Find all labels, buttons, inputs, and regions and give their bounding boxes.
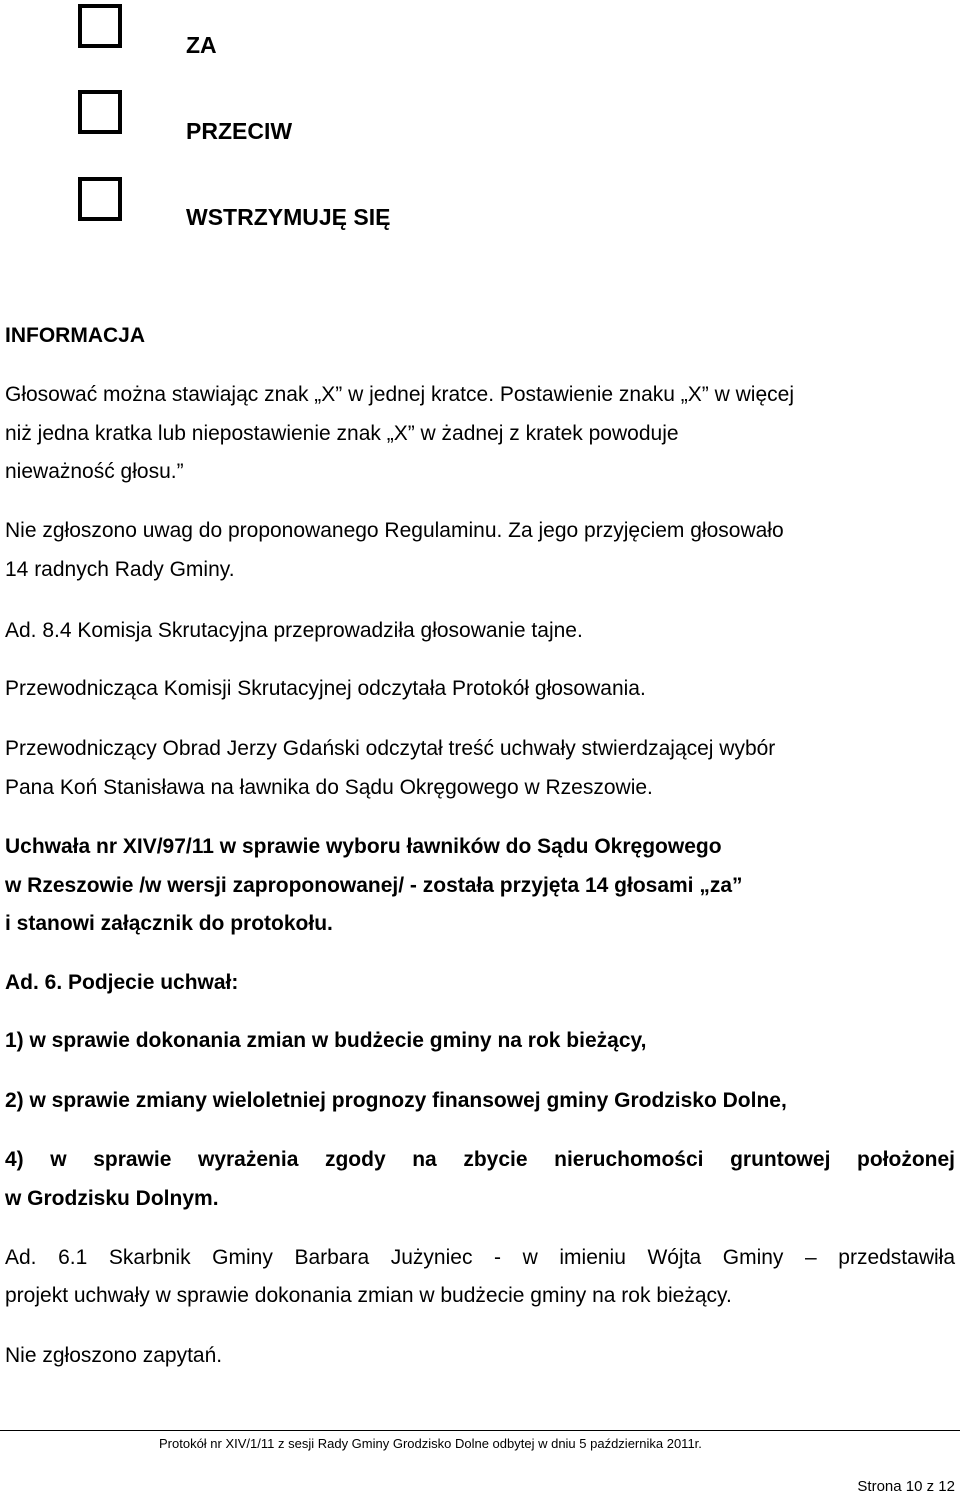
checkbox-za[interactable] [78,4,122,48]
agenda-item-4-line-1: 4) w sprawie wyrażenia zgody na zbycie nieruchomości gruntowej położonej [5,1148,955,1171]
regulamin-line-2: 14 radnych Rady Gminy. [5,558,235,581]
no-questions-paragraph: Nie zgłoszono zapytań. [5,1344,223,1367]
chair-line-1: Przewodniczący Obrad Jerzy Gdański odczytał treść uchwały stwierdzającej wybór [5,737,776,760]
footer-text: Protokół nr XIV/1/11 z sesji Rady Gminy Grodzisko Dolne odbytej w dniu 5 października 2011r. [159,1436,702,1451]
info-text-line-3: nieważność głosu.” [5,460,184,483]
footer-divider [0,1430,960,1431]
ad-6-1-line-1: Ad. 6.1 Skarbnik Gminy Barbara Jużyniec - w imieniu Wójta Gminy – przedstawiła [5,1246,955,1269]
info-text-line-2: niż jedna kratka lub niepostawienie znak „X” w żadnej z kratek powoduje [5,422,679,445]
resolution-line-1: Uchwała nr XIV/97/11 w sprawie wyboru ławników do Sądu Okręgowego [5,835,722,858]
vote-label-za: ZA [186,32,217,58]
chair-line-2: Pana Koń Stanisława na ławnika do Sądu Okręgowego w Rzeszowie. [5,776,653,799]
regulamin-line-1: Nie zgłoszono uwag do proponowanego Regulaminu. Za jego przyjęciem głosowało [5,519,784,542]
agenda-item-1: 1) w sprawie dokonania zmian w budżecie gminy na rok bieżący, [5,1029,647,1052]
checkbox-wstrzymuje[interactable] [78,177,122,221]
checkbox-przeciw[interactable] [78,90,122,134]
protokol-read-paragraph: Przewodnicząca Komisji Skrutacyjnej odczytała Protokół głosowania. [5,677,646,700]
vote-label-przeciw: PRZECIW [186,118,293,144]
info-heading: INFORMACJA [5,324,145,347]
ad-8-4-paragraph: Ad. 8.4 Komisja Skrutacyjna przeprowadziła głosowanie tajne. [5,619,583,642]
resolution-line-3: i stanowi załącznik do protokołu. [5,912,333,935]
agenda-item-4-line-2: w Grodzisku Dolnym. [5,1187,219,1210]
agenda-item-2: 2) w sprawie zmiany wieloletniej prognozy finansowej gminy Grodzisko Dolne, [5,1089,787,1112]
vote-label-wstrzymuje: WSTRZYMUJĘ SIĘ [186,204,391,230]
resolution-line-2: w Rzeszowie /w wersji zaproponowanej/ - została przyjęta 14 głosami „za” [5,874,743,897]
page-number: Strona 10 z 12 [857,1478,955,1495]
ad-6-1-line-2: projekt uchwały w sprawie dokonania zmian w budżecie gminy na rok bieżący. [5,1284,732,1307]
info-text-line-1: Głosować można stawiając znak „X” w jednej kratce. Postawienie znaku „X” w więcej [5,383,794,406]
ad-6-heading: Ad. 6. Podjecie uchwał: [5,971,239,994]
